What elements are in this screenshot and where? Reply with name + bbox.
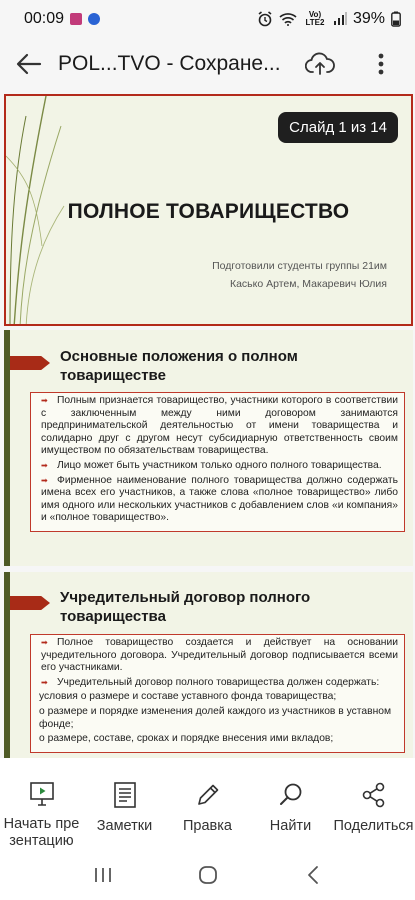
paragraph-text: Полным признается товарищество, участники которого в соответствии с заключенным между ними договором занимаются предпринимательской деятельностью от имени товарищества и солидарно друг с другом несут субсидиарную ответственность своим имуществом по обязательствам товарищества. (41, 395, 398, 457)
slide-paragraph (39, 395, 398, 458)
battery-icon (391, 11, 401, 27)
status-bar (0, 0, 415, 38)
slide-paragraph (39, 637, 398, 675)
slide-side-bar (4, 330, 10, 566)
edit-button[interactable] (166, 758, 249, 850)
bottom-toolbar (0, 758, 415, 850)
paragraph-text: Полное товарищество создается и действует на основании учредительного договора. Учредительный договор подписывается всеми его участниками. (41, 637, 398, 674)
app-bar (0, 38, 415, 90)
recent-apps-icon (93, 866, 113, 884)
home-button[interactable] (188, 860, 228, 890)
list-item: условия о размере и составе уставного фонда товарищества; (39, 691, 337, 703)
slide-subtitle-authors: Касько Артем, Макаревич Юлия (229, 278, 387, 290)
slide-paragraph (39, 475, 398, 525)
bullet-arrow-icon: ➡ (41, 396, 48, 405)
paragraph-text: Лицо может быть участником только одного полного товарищества. (57, 459, 382, 471)
system-navigation-bar (0, 850, 415, 900)
paragraph-text: Фирменное наименование полного товарищества должно содержать имена всех его участников, а также слова «полное товарищество» либо имя одного или нескольких участников с добавлением слов «и компания» и «полное товарищество». (41, 474, 398, 524)
status-left (24, 10, 100, 28)
list-item: о размере и порядке изменения долей каждого из участников в уставном фонде; (39, 705, 392, 730)
bullet-arrow-icon: ➡ (41, 638, 48, 647)
slide-list[interactable] (0, 90, 415, 758)
start-presentation-label: Начать презентацию (3, 816, 80, 849)
slide-thumbnail-1[interactable] (4, 94, 413, 326)
bullet-arrow-icon: ➡ (41, 677, 48, 687)
slide-counter-badge: Слайд 1 из 14 (278, 112, 398, 143)
slide-content-box (30, 634, 405, 753)
gallery-notification-icon (70, 13, 82, 25)
share-label: Поделиться (333, 818, 414, 834)
slide-arrow-marker (10, 596, 50, 610)
status-right (257, 10, 401, 28)
network-label: Vo) LTE2 (305, 10, 325, 27)
list-item: о размере, составе, сроках и порядке внесения ими вкладов; (39, 733, 334, 745)
slide-heading: Учредительный договор полного товарищества (60, 589, 311, 625)
home-icon (197, 864, 219, 886)
chevron-left-icon (306, 865, 320, 885)
slide-thumbnail-3[interactable] (4, 572, 413, 758)
wifi-icon (279, 12, 297, 26)
bullet-arrow-icon: ➡ (41, 475, 48, 485)
more-vertical-icon (378, 53, 384, 75)
document-title[interactable]: POL...TVO - Сохране... (58, 52, 281, 75)
app-notification-icon (88, 13, 100, 25)
slide-paragraph (39, 460, 398, 473)
edit-label: Правка (183, 818, 232, 834)
notes-label: Заметки (96, 818, 153, 834)
more-options-button[interactable] (365, 46, 397, 82)
alarm-icon (257, 11, 273, 27)
system-back-button[interactable] (293, 860, 333, 890)
paragraph-text: Учредительный договор полного товарищества должен содержать: (57, 676, 380, 688)
signal-icon (333, 12, 347, 26)
recent-apps-button[interactable] (83, 860, 123, 890)
arrow-left-icon (16, 53, 42, 75)
status-time: 00:09 (24, 10, 65, 27)
slide-content-box (30, 392, 405, 532)
slide-arrow-marker (10, 356, 50, 370)
slide-title: ПОЛНОЕ ТОВАРИЩЕСТВО (67, 200, 350, 223)
share-button[interactable] (332, 758, 415, 850)
pencil-icon (193, 780, 223, 810)
find-button[interactable] (249, 758, 332, 850)
share-icon (359, 780, 389, 810)
cloud-upload-icon (305, 52, 335, 76)
search-icon (276, 780, 306, 810)
slide-thumbnail-2[interactable] (4, 330, 413, 566)
find-label: Найти (269, 818, 312, 834)
presentation-play-icon (27, 780, 57, 808)
battery-text: 39% (352, 10, 385, 27)
slide-side-bar (4, 572, 10, 758)
save-to-cloud-button[interactable] (300, 46, 340, 82)
slide-subtitle-group: Подготовили студенты группы 21им (212, 260, 387, 272)
notes-button[interactable] (83, 758, 166, 850)
slide-heading: Основные положения о полном товариществе (60, 348, 298, 384)
bullet-arrow-icon: ➡ (41, 460, 48, 470)
back-button[interactable] (0, 38, 58, 90)
start-presentation-button[interactable] (0, 758, 83, 850)
slide-paragraph (39, 677, 398, 690)
notes-icon (110, 780, 140, 810)
